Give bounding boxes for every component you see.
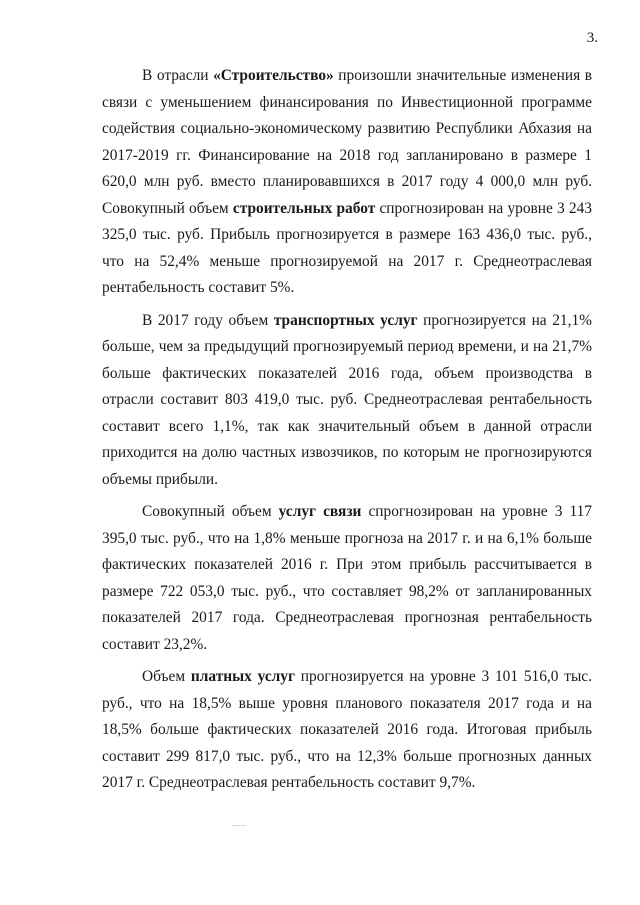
paragraph-text: спрогнозирован на уровне 3 243 325,0 тыс. руб. Прибыль прогнозируется в размере 163 436,0 тыс. руб., что на 52,4% меньше прогнозируемой на 2017 г. Среднеотраслевая рентабельность составит 5%. — [102, 199, 592, 296]
paragraph-text: В отрасли — [142, 67, 214, 84]
paragraph-communication — [102, 499, 592, 658]
paragraph-text: Совокупный объем — [142, 503, 279, 520]
page-number: 3. — [586, 30, 598, 46]
paid-services-term: платных услуг — [190, 668, 295, 685]
paragraph-text: Объем — [142, 668, 191, 685]
body-text — [102, 63, 592, 797]
paragraph-text: В 2017 году объем — [142, 311, 274, 329]
construction-works-term: строительных работ — [232, 199, 376, 217]
paragraph-text: произошли значительные изменения в связи с уменьшением финансирования по Инвестиционной программе содействия социально-экономическому развитию Республики Абхазия на 2017-2019 гг. Финансирование на 2018 год запланировано в размере 1 620,0 млн руб. вместо планировавшихся в 2017 году 4 000,0 млн руб. Совокупный объем — [102, 67, 592, 217]
paragraph-construction — [102, 63, 592, 302]
transport-services-term: транспортных услуг — [273, 311, 418, 329]
paragraph-text: прогнозируется на уровне 3 101 516,0 тыс. руб., что на 18,5% выше уровня планового показателя 2017 года и на 18,5% больше фактических показателей 2016 года. Итоговая прибыль составит 299 817,0 тыс. руб., что на 12,3% больше прогнозных данных 2017 г. Среднеотраслевая рентабельность составит 9,7%. — [102, 668, 592, 791]
paragraph-paid-services — [102, 664, 592, 797]
paragraph-text: спрогнозирован на уровне 3 117 395,0 тыс. руб., что на 1,8% меньше прогноза на 2017 г. и на 6,1% больше фактических показателей 2016 г. При этом прибыль рассчитывается в размере 722 053,0 тыс. руб., что составляет 98,2% от запланированных показателей 2017 года. Среднеотраслевая прогнозная рентабельность составит 23,2%. — [102, 503, 592, 653]
communication-services-term: услуг связи — [278, 503, 362, 520]
scan-mark — [232, 825, 246, 826]
paragraph-text: прогнозируется на 21,1% больше, чем за предыдущий прогнозируемый период времени, и на 21,7% больше фактических показателей 2016 года, объем производства в отрасли составит 803 419,0 тыс. руб. Среднеотраслевая рентабельность составит всего 1,1%, так как значительный объем в данной отрасли приходится на долю частных извозчиков, по которым не прогнозируются объемы прибыли. — [102, 311, 592, 488]
paragraph-transport — [102, 308, 592, 494]
sector-construction: «Строительство» — [213, 67, 334, 84]
